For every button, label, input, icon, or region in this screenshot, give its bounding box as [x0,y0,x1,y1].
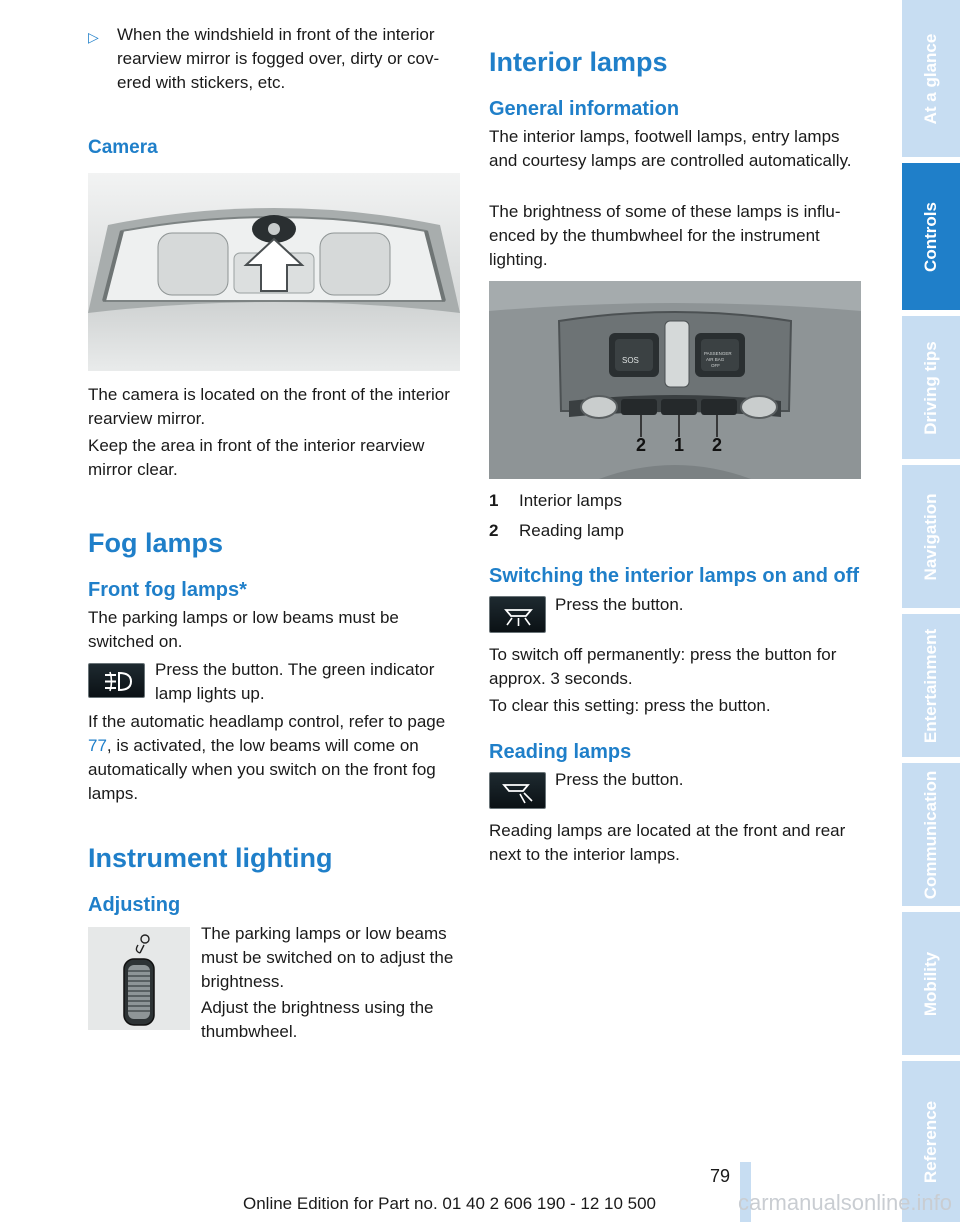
reading-press-instruction: Press the button. [555,770,684,789]
tab-controls[interactable] [902,163,960,310]
reading-paragraph-1: Reading lamps are located at the front and rear next to the interior lamps. [489,821,846,864]
paragraph-text: , is activated, the low beams will come on automatically when you switch on the front fog lamps. [88,736,436,803]
callout-2-left: 2 [635,435,647,455]
tab-label: Mobility [921,951,940,1016]
tab-navigation[interactable] [902,465,960,608]
tab-at-a-glance[interactable] [902,0,960,157]
general-information-heading: General information [489,98,680,120]
bullet-text: When the windshield in front of the interior rearview mirror is fogged over, dirty or covered with stickers, etc. [117,25,440,92]
tab-label: Entertainment [921,628,940,743]
legend-label: Interior lamps [519,491,622,510]
thumbwheel-icon [88,927,190,1030]
svg-text:PASSENGER: PASSENGER [704,351,732,356]
callout-2-right: 2 [711,435,723,455]
tab-driving-tips[interactable] [902,316,960,459]
interior-lamps-heading: Interior lamps [489,47,668,77]
camera-image [88,173,460,371]
interior-lamp-button-icon [489,596,546,633]
switching-paragraph-1: To switch off permanently: press the button for approx. 3 seconds. [489,645,837,688]
switching-paragraph-2: To clear this setting: press the button. [489,696,771,715]
front-fog-paragraph-1: The parking lamps or low beams must be switched on. [88,608,399,651]
tab-entertainment[interactable] [902,614,960,757]
instrument-lighting-heading: Instrument lighting [88,843,333,873]
page-number: 79 [710,1166,731,1186]
legend-item [489,519,863,543]
tab-communication[interactable] [902,763,960,906]
car-rear-window-illustration [88,173,460,371]
front-fog-lamps-heading: Front fog lamps* [88,579,247,601]
paragraph-text: If the automatic headlamp control, refer to page [88,712,446,731]
front-fog-press-instruction: Press the button. The green indicator lamp lights up. [155,660,435,703]
reading-lamps-heading: Reading lamps [489,741,632,763]
legend-number: 2 [489,521,499,540]
tab-label: Driving tips [921,340,940,435]
tab-label: At a glance [921,33,940,124]
camera-paragraph-2: Keep the area in front of the interior rearview mirror clear. [88,436,425,479]
camera-heading: Camera [88,137,158,158]
edition-line: Online Edition for Part no. 01 40 2 606 190 - 12 10 500 [243,1194,657,1213]
adjusting-heading: Adjusting [88,894,181,916]
tab-label: Navigation [921,493,940,580]
tab-mobility[interactable] [902,912,960,1055]
tab-label: Reference [921,1100,940,1183]
legend-item [489,489,863,513]
page-77-link[interactable]: 77 [88,736,107,755]
general-paragraph-1: The interior lamps, footwell lamps, entry lamps and courtesy lamps are controlled automatically. [489,127,852,170]
switching-press-instruction: Press the button. [555,595,684,614]
overhead-console-illustration [489,281,861,479]
callout-1: 1 [673,435,685,455]
tab-label: Controls [921,201,940,272]
general-paragraph-2: The brightness of some of these lamps is influenced by the thumbwheel for the instrument lighting. [489,202,841,269]
fog-lamps-heading: Fog lamps [88,528,224,558]
sos-label: SOS [622,356,639,365]
camera-paragraph-1: The camera is located on the front of the interior rearview mirror. [88,385,450,428]
watermark: carmanualsonline.info [738,1190,953,1215]
adjusting-paragraph-2: Adjust the brightness using the thumbwheel. [201,998,434,1041]
legend-number: 1 [489,491,499,510]
adjusting-paragraph-1: The parking lamps or low beams must be switched on to adjust the brightness. [201,924,454,991]
reading-lamp-button-icon [489,772,546,809]
svg-text:OFF: OFF [711,363,720,368]
switching-heading: Switching the interior lamps on and off [489,565,860,587]
legend-label: Reading lamp [519,521,624,540]
overhead-console-image [489,281,861,479]
triangle-bullet-icon: ▷ [88,29,99,45]
fog-lamp-button-icon [88,663,145,698]
svg-text:AIR BAG: AIR BAG [706,357,725,362]
tab-label: Communication [921,770,940,899]
front-fog-paragraph-2 [88,710,462,806]
